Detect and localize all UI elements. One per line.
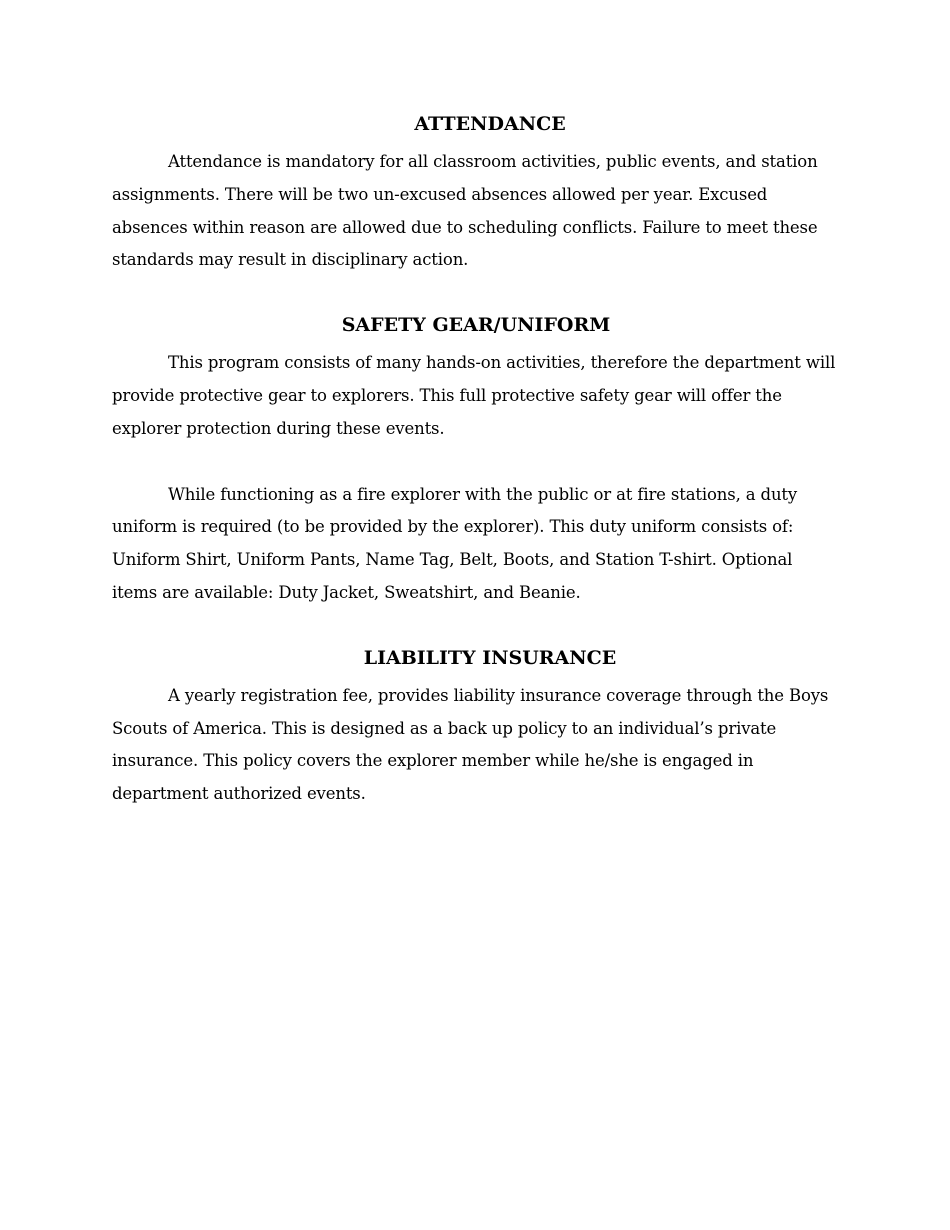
- attendance-paragraph: Attendance is mandatory for all classroom activities, public events, and station assignments. There will be two un-excused absences allowed per year. Excused absences within reason are allowed due to scheduling conflicts. Failure to meet these standards may result in disciplinary action.: [112, 152, 818, 270]
- section-title-safety-gear: SAFETY GEAR/UNIFORM: [341, 314, 611, 337]
- document-page: [112, 110, 840, 811]
- uniform-paragraph: While functioning as a fire explorer with the public or at fire stations, a duty uniform is required (to be provided by the explorer). This duty uniform consists of: Uniform Shirt, Uniform Pants, Name Tag, Belt, Boots, and Station T-shirt. Optional items are available: Duty Jacket, Sweatshirt, and Beanie.: [112, 484, 798, 602]
- section-title-liability-insurance: LIABILITY INSURANCE: [363, 646, 617, 669]
- safety-gear-paragraph: This program consists of many hands-on activities, therefore the department will provide protective gear to explorers. This full protective safety gear will offer the explorer protection during these events.: [112, 353, 836, 438]
- liability-insurance-paragraph: A yearly registration fee, provides liability insurance coverage through the Boys Scouts of America. This is designed as a back up policy to an individual’s private insurance. This policy covers the explorer member while he/she is engaged in department authorized events.: [112, 685, 829, 804]
- section-title-attendance: ATTENDANCE: [414, 113, 566, 135]
